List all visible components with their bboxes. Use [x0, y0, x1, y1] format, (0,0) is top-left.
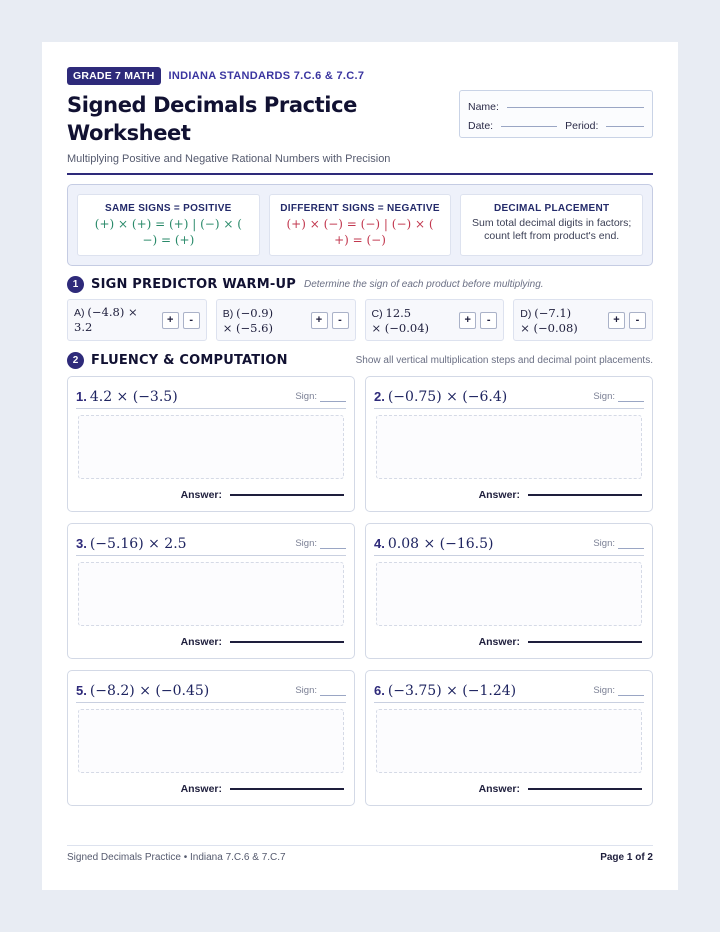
item-label: B) [222, 307, 234, 320]
answer-field[interactable] [230, 494, 344, 496]
warmup-question [223, 306, 307, 335]
rule-card-decimal-placement [460, 194, 643, 256]
sign-label: Sign: [295, 538, 317, 549]
rule-title: SAME SIGNS = POSITIVE [105, 203, 232, 214]
item-label: C) [371, 307, 383, 320]
sign-field[interactable] [320, 393, 346, 402]
sign-field[interactable] [320, 687, 346, 696]
minus-sign-button[interactable]: - [629, 312, 646, 329]
problem-card-5 [67, 670, 355, 806]
rule-line-1: Sum total decimal digits in factors; [472, 217, 632, 229]
worksheet-page [42, 42, 678, 890]
page-title [67, 91, 447, 147]
problem-expression: 4.2 × (−3.5) [89, 388, 178, 405]
sign-label: Sign: [295, 685, 317, 696]
section-1-header [67, 276, 653, 293]
section-note: Determine the sign of each product before multiplying. [303, 279, 544, 290]
warmup-item-a [67, 299, 207, 341]
work-area[interactable] [376, 709, 642, 773]
answer-field[interactable] [528, 494, 642, 496]
date-label: Date: [468, 119, 494, 132]
date-field[interactable] [501, 126, 557, 127]
footer-title: Signed Decimals Practice • Indiana 7.C.6 & 7.C.7 [67, 852, 286, 863]
rule-text [276, 216, 445, 248]
problem-number: 4. [374, 536, 385, 551]
header-divider [67, 173, 653, 175]
warmup-item-c [365, 299, 505, 341]
sign-field[interactable] [618, 393, 644, 402]
sign-label: Sign: [593, 538, 615, 549]
item-expr-2: × (−5.6) [222, 320, 273, 335]
warmup-question [520, 306, 604, 335]
work-area[interactable] [78, 709, 344, 773]
plus-sign-button[interactable]: + [608, 312, 625, 329]
section-title: FLUENCY & COMPUTATION [91, 353, 288, 368]
sign-rules-box [67, 184, 653, 266]
problem-number: 6. [374, 683, 385, 698]
minus-sign-button[interactable]: - [332, 312, 349, 329]
problem-expression: (−5.16) × 2.5 [89, 535, 187, 552]
warmup-question [74, 305, 158, 335]
plus-sign-button[interactable]: + [459, 312, 476, 329]
page-subtitle: Multiplying Positive and Negative Rational Numbers with Precision [67, 153, 391, 165]
warmup-row [67, 299, 653, 341]
rule-text [467, 217, 636, 243]
answer-field[interactable] [528, 641, 642, 643]
problem-card-2 [365, 376, 653, 512]
name-label: Name: [468, 100, 499, 113]
period-label: Period: [565, 119, 599, 132]
item-label: A) [74, 307, 85, 319]
warmup-item-d [513, 299, 653, 341]
work-area[interactable] [78, 562, 344, 626]
standards-label: INDIANA STANDARDS 7.C.6 & 7.C.7 [168, 70, 365, 82]
problem-number: 5. [76, 683, 87, 698]
rule-line-1: (+) × (+) = (+) | (−) × ( [94, 217, 242, 231]
answer-label: Answer: [180, 489, 222, 501]
answer-label: Answer: [180, 636, 222, 648]
problem-card-1 [67, 376, 355, 512]
answer-field[interactable] [528, 788, 642, 790]
item-expr-2: × (−0.08) [520, 320, 578, 335]
sign-field[interactable] [618, 540, 644, 549]
answer-label: Answer: [478, 636, 520, 648]
page-footer [67, 845, 653, 863]
rule-title: DIFFERENT SIGNS = NEGATIVE [280, 203, 440, 214]
answer-field[interactable] [230, 788, 344, 790]
work-area[interactable] [78, 415, 344, 479]
answer-label: Answer: [180, 783, 222, 795]
rule-line-2: −) = (+) [142, 233, 195, 247]
title-line-1: Signed Decimals Practice [67, 93, 357, 117]
item-expr: 12.5 [385, 305, 412, 320]
period-field[interactable] [606, 126, 644, 127]
warmup-item-b [216, 299, 356, 341]
answer-label: Answer: [478, 489, 520, 501]
rule-line-1: (+) × (−) = (−) | (−) × ( [286, 217, 434, 231]
page-number: Page 1 of 2 [600, 852, 653, 863]
section-number: 2 [67, 352, 84, 369]
grade-badge: GRADE 7 MATH [67, 67, 161, 85]
student-info-box [459, 90, 653, 138]
problem-number: 1. [76, 389, 87, 404]
sign-field[interactable] [618, 687, 644, 696]
work-area[interactable] [376, 562, 642, 626]
problem-expression: 0.08 × (−16.5) [387, 535, 494, 552]
minus-sign-button[interactable]: - [183, 312, 200, 329]
section-title: SIGN PREDICTOR WARM-UP [91, 277, 296, 292]
rule-title: DECIMAL PLACEMENT [493, 203, 610, 214]
sign-field[interactable] [320, 540, 346, 549]
name-field[interactable] [507, 107, 644, 108]
answer-field[interactable] [230, 641, 344, 643]
item-expr: (−7.1) [534, 305, 572, 320]
section-number: 1 [67, 276, 84, 293]
item-label: D) [520, 307, 532, 320]
warmup-question [372, 306, 456, 335]
sign-label: Sign: [295, 391, 317, 402]
problem-card-3 [67, 523, 355, 659]
rule-card-same-signs [77, 194, 260, 256]
problem-number: 3. [76, 536, 87, 551]
problem-expression: (−8.2) × (−0.45) [89, 682, 210, 699]
work-area[interactable] [376, 415, 642, 479]
rule-text [84, 216, 253, 248]
rule-line-2: count left from product's end. [484, 230, 620, 242]
item-expr: (−4.8) × 3.2 [74, 305, 138, 334]
plus-sign-button[interactable]: + [311, 312, 328, 329]
problem-card-4 [365, 523, 653, 659]
sign-label: Sign: [593, 391, 615, 402]
answer-label: Answer: [478, 783, 520, 795]
rule-card-different-signs [269, 194, 452, 256]
problem-expression: (−0.75) × (−6.4) [387, 388, 508, 405]
title-line-2: Worksheet [67, 121, 191, 145]
rule-line-2: +) = (−) [334, 233, 386, 247]
section-2-header [67, 352, 653, 369]
item-expr: (−0.9) [236, 305, 274, 320]
header [67, 67, 447, 165]
problem-expression: (−3.75) × (−1.24) [387, 682, 517, 699]
plus-sign-button[interactable]: + [162, 312, 179, 329]
item-expr-2: × (−0.04) [371, 320, 430, 335]
sign-label: Sign: [593, 685, 615, 696]
problem-number: 2. [374, 389, 385, 404]
section-note: Show all vertical multiplication steps and decimal point placements. [355, 355, 653, 366]
problem-card-6 [365, 670, 653, 806]
minus-sign-button[interactable]: - [480, 312, 497, 329]
